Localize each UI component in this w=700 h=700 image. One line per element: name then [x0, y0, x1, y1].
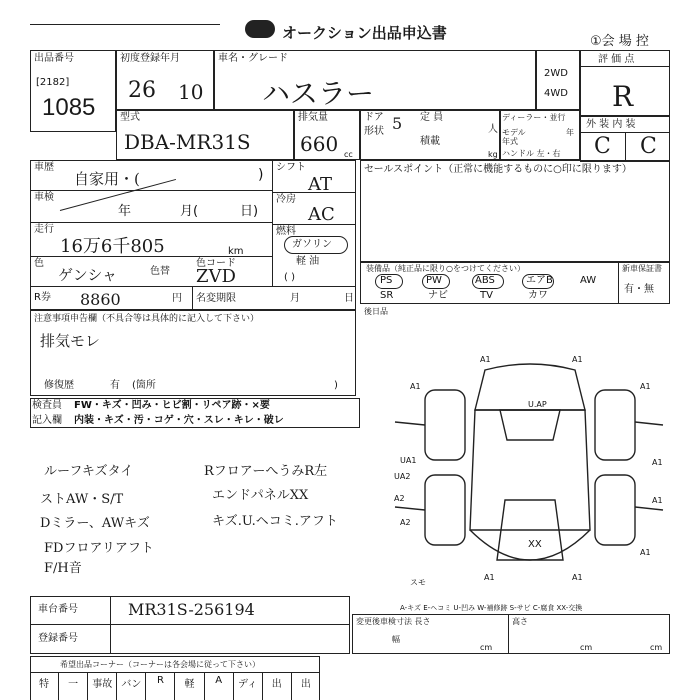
recycle-value: 8860	[80, 290, 121, 309]
lot-sub-number: [2182]	[36, 77, 70, 88]
car-damage-diagram	[385, 350, 675, 600]
type-label: 型式	[120, 112, 140, 123]
corner-cell[interactable]: 一	[59, 672, 88, 700]
repair-label: 修復歴	[44, 380, 74, 391]
dimensions-length-unit: cm	[480, 643, 493, 652]
grade-label: 評 価 点	[598, 54, 635, 65]
desired-date-day: 日	[344, 293, 354, 304]
desired-date-month: 月	[290, 293, 300, 304]
chassis-label: 車台番号	[38, 604, 78, 615]
color-code: ZVD	[196, 266, 236, 287]
dimensions-height-label: 高さ	[512, 617, 528, 626]
chassis-value: MR31S-256194	[128, 600, 255, 619]
history-value: 自家用・(	[74, 170, 140, 188]
repair-value: 有	[110, 380, 120, 391]
header-logo	[245, 20, 275, 38]
header-title: オークション出品申込書	[282, 24, 447, 42]
remark-2: ストAW・S/T	[40, 492, 124, 507]
remark-1: ルーフキズタイ	[44, 464, 134, 479]
inspection-year: 年	[118, 204, 132, 219]
fuel-paren: ( )	[284, 272, 295, 283]
diagram-mark-9: A1	[652, 458, 663, 467]
diagram-mark-8: A2	[400, 518, 411, 527]
shift-label: シフト	[276, 162, 306, 173]
displacement-value: 660	[300, 132, 339, 156]
fuel-option: 軽 油	[296, 256, 320, 267]
inspector-entry-label: 記入欄	[32, 415, 62, 426]
color-change-label: 色替	[150, 266, 170, 277]
equipment-ps: PS	[380, 275, 393, 286]
equipment-airbag: エアB	[526, 275, 553, 286]
equipment-label: 装備品（純正品に限り○をつけてください）	[366, 264, 525, 273]
remark-4: FDフロアリアフト	[44, 541, 154, 556]
ext-int-label: 外 装 内 装	[586, 119, 636, 130]
remark-8: キズ.U.ヘコミ.アフト	[212, 514, 338, 529]
model-year-unit: 年	[566, 128, 574, 137]
displacement-label: 排気量	[298, 112, 328, 123]
remark-3: Dミラー、AWキズ	[40, 516, 150, 531]
recycle-unit: 円	[172, 293, 182, 304]
diagram-mark-7: A2	[394, 494, 405, 503]
grade-value: R	[612, 80, 634, 113]
ext-value: C	[594, 134, 611, 159]
sales-point-box	[360, 160, 670, 262]
corner-cell[interactable]: バン	[117, 672, 146, 700]
model-name: ハスラー	[262, 77, 375, 110]
color-value: ゲンシャ	[58, 266, 118, 284]
equipment-leather: カワ	[528, 290, 548, 301]
registration-year: 26	[128, 78, 156, 103]
corner-cell[interactable]: R	[146, 672, 175, 700]
corner-cell[interactable]: 事故	[88, 672, 117, 700]
diagram-mark-2: A1	[572, 355, 583, 364]
equipment-sr: SR	[380, 290, 394, 301]
corner-label: 希望出品コーナー（コーナーは各会場に従って下さい）	[60, 660, 260, 669]
equipment-abs: ABS	[475, 275, 495, 286]
door-value: 5	[392, 114, 403, 133]
mileage-label: 走行	[34, 224, 54, 235]
venue-label: ①会 場 控	[590, 34, 649, 49]
drive-2wd: 2WD	[544, 68, 568, 79]
corner-cell[interactable]: 軽	[175, 672, 204, 700]
history-label: 車歴	[34, 162, 54, 173]
shape-label: 形状	[364, 126, 384, 137]
diagram-mark-4: A1	[640, 382, 651, 391]
rear-label: 後日品	[364, 307, 388, 316]
handle-label: ハンドル 左・右	[502, 149, 561, 158]
diagram-mark-12: A1	[484, 573, 495, 582]
sales-point-label: セールスポイント（正常に機能するものに○印に限ります）	[364, 164, 632, 175]
corner-cell[interactable]: 出	[263, 672, 292, 700]
corner-cell[interactable]: 出	[300, 679, 311, 690]
inspection-month: 月(	[180, 204, 199, 219]
capacity-label: 定 員	[420, 112, 444, 123]
mileage-unit: km	[228, 246, 244, 257]
dealer-label: ディーラー・並行	[502, 113, 566, 122]
reg-number-label: 登録番号	[38, 633, 78, 644]
corner-cell[interactable]: 特	[30, 672, 59, 700]
inspector-row2: 内装・キズ・汚・コゲ・穴・スレ・キレ・破レ	[74, 415, 284, 426]
dimensions-length-label: 変更後車検寸法 長さ	[356, 617, 431, 626]
inspection-label: 車検	[34, 192, 54, 203]
equipment-tv: TV	[480, 290, 493, 301]
aircon-value: AC	[308, 204, 335, 225]
type-value: DBA-MR31S	[124, 130, 251, 154]
equipment-new-label: 新車保証書	[622, 264, 662, 273]
remark-5: F/H音	[44, 561, 82, 576]
diagram-mark-11: A1	[640, 548, 651, 557]
repair-location: (箇所	[132, 380, 156, 391]
color-code-label: 色コード	[196, 258, 236, 269]
desired-date-label: 名変期限	[196, 293, 236, 304]
remark-6: RフロアーへうみR左	[204, 464, 328, 479]
diagram-mark-3: A1	[410, 382, 421, 391]
diagram-mark-5: UA1	[400, 456, 417, 465]
shift-value: AT	[308, 174, 333, 195]
recycle-label: R券	[34, 292, 51, 303]
diagram-mark-14: U.AP	[528, 400, 547, 409]
diagram-mark-15: XX	[528, 539, 542, 550]
lot-label: 出品番号	[34, 53, 74, 64]
equipment-aw: AW	[580, 275, 597, 286]
load-unit: kg	[488, 150, 498, 159]
registration-label: 初度登録年月	[120, 53, 180, 64]
diagram-mark-1: A1	[480, 355, 491, 364]
notes-value: 排気モレ	[40, 332, 101, 350]
corner-cell[interactable]: A	[205, 672, 234, 700]
inspector-label: 検査員	[32, 400, 62, 411]
load-label: 積載	[420, 136, 440, 147]
color-label: 色	[34, 258, 44, 269]
drive-box	[536, 50, 580, 110]
model-year-label: モデル年式	[502, 128, 526, 146]
equipment-warranty: 有・無	[624, 284, 654, 295]
dimensions-width-label: 幅	[392, 635, 400, 644]
diagram-mark-13: A1	[572, 573, 583, 582]
aircon-label: 冷房	[276, 194, 296, 205]
diagram-mark-16: スモ	[410, 578, 426, 587]
drive-4wd: 4WD	[544, 88, 568, 99]
displacement-unit: cc	[344, 150, 353, 159]
damage-legend: A-キズ E-ヘコミ U-凹み W-補修跡 S-サビ C-腐食 XX-交換	[400, 604, 583, 612]
model-label: 車名・グレード	[218, 53, 288, 64]
door-label: ドア	[364, 112, 384, 123]
dimensions-width-unit: cm	[580, 643, 593, 652]
lot-number: 1085	[42, 94, 96, 121]
int-value: C	[640, 134, 657, 159]
corner-cells	[30, 672, 320, 700]
equipment-pw: PW	[426, 275, 442, 286]
registration-month: 10	[178, 80, 204, 104]
notes-label: 注意事項申告欄（不具合等は具体的に記入して下さい）	[34, 314, 260, 324]
inspector-row1: FW・キズ・凹み・ヒビ割・リペア跡・×要	[74, 400, 270, 411]
diagram-mark-6: UA2	[394, 472, 411, 481]
diagram-mark-10: A1	[652, 496, 663, 505]
fuel-label: 燃料	[276, 226, 296, 237]
remark-7: エンドパネルXX	[212, 488, 309, 503]
equipment-navi: ナビ	[428, 290, 448, 301]
capacity-unit: 人	[488, 124, 498, 135]
fuel-value: ガソリン	[292, 239, 332, 250]
inspection-day: 日)	[240, 204, 259, 219]
mileage-value: 16万6千805	[60, 236, 165, 257]
dimensions-height-unit: cm	[650, 643, 663, 652]
corner-cell[interactable]: ディ	[234, 672, 263, 700]
